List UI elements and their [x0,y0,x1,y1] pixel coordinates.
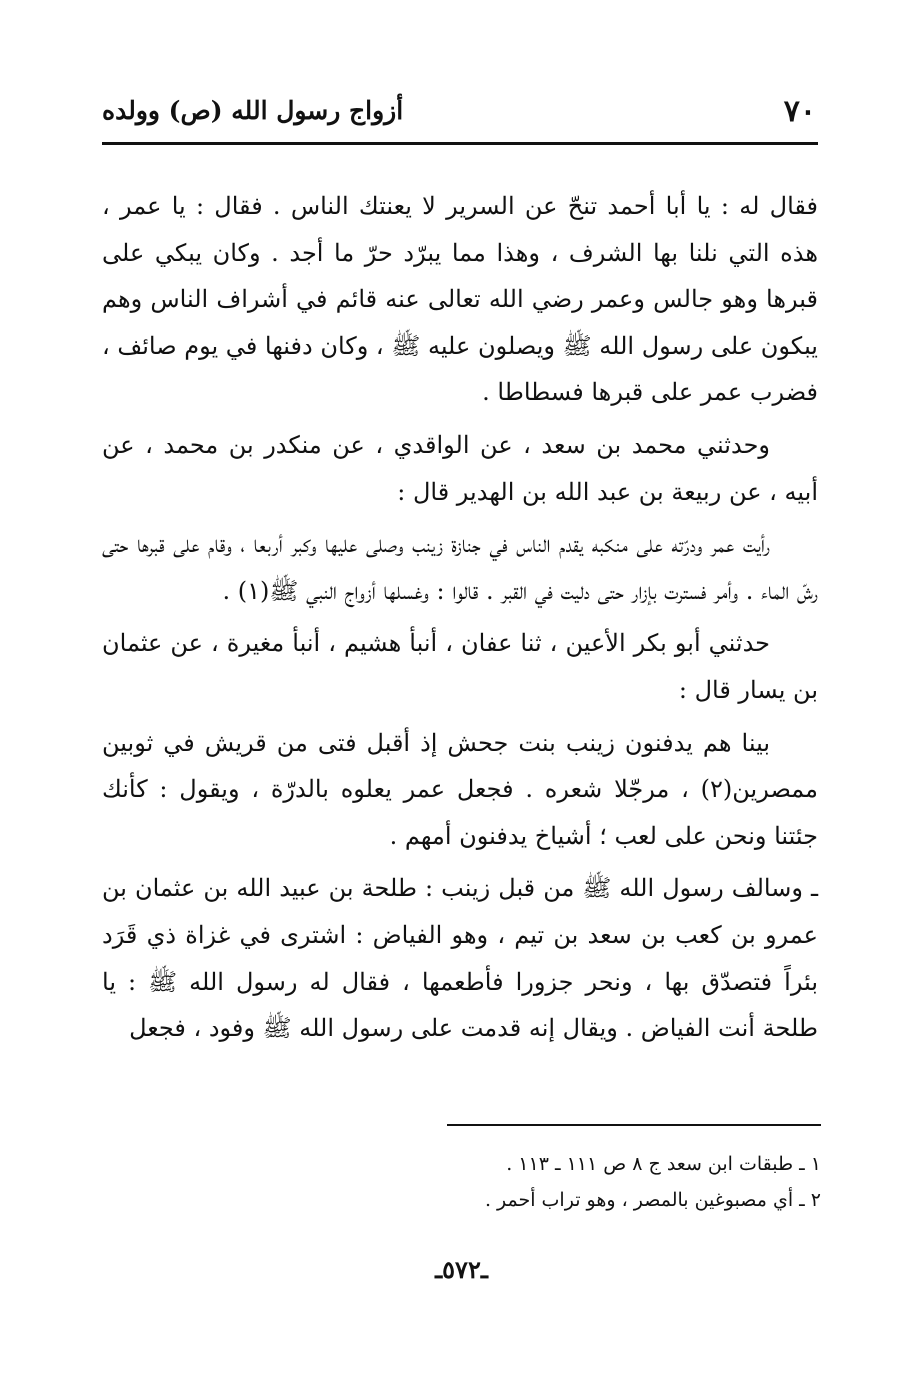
paragraph: ـ وسالف رسول الله ﷺ من قبل زينب : طلحة بن عبيد الله بن عثمان بن عمرو بن كعب بن سعد بن تيم ، وهو الفياض : اشترى في غزاة ذي قَرَد بئراً فتصدّق بها ، ونحر جزورا فأطعمها ، فقال له رسول الله ﷺ : يا طلحة أنت الفياض . ويقال إنه قدمت على رسول الله ﷺ وفود ، فجعل [102,874,818,1043]
main-text [102,183,818,1052]
footnote: ١ ـ طبقات ابن سعد ج ٨ ص ١١١ ـ ١١٣ . [506,1153,821,1175]
paragraph: وحدثني محمد بن سعد ، عن الواقدي ، عن منكدر بن محمد ، عن أبيه ، عن ربيعة بن عبد الله بن الهدير قال : [102,430,818,506]
footer-page-number: ـ٥٧٢ـ [435,1255,488,1284]
running-title: أزواج رسول الله (ص) وولده [102,96,404,125]
header-page-number: ٧٠ [783,94,816,129]
paragraph: فقال له : يا أبا أحمد تنحّ عن السرير لا يعنتك الناس . فقال : يا عمر ، هذه التي نلنا بها الشرف ، وهذا مما يبرّد حرّ ما أجد . وكان يبكي على قبرها وهو جالس وعمر رضي الله تعالى عنه قائم في أشراف الناس وهم يبكون على رسول الله ﷺ ويصلون عليه ﷺ ، وكان دفنها في يوم صائف ، فضرب عمر على قبرها فسطاطا . [102,192,819,407]
page-header [102,94,818,136]
header-rule [102,142,818,145]
paragraph: رأيت عمر ودرّته على منكبه يقدم الناس في جنازة زينب وصلى عليها وكبر أربعا ، وقام على قبرها حتى رشّ الماء . وأمر فسترت بإزار حتى دليت في القبر . قالوا : وغسلها أزواج النبي ﷺ(١) . [102,530,818,605]
footnotes [221,1146,821,1218]
footnote-rule [447,1124,821,1126]
paragraph: بينا هم يدفنون زينب بنت جحش إذ أقبل فتى من قريش في ثوبين ممصرين(٢) ، مرجّلا شعره . فجعل عمر يعلوه بالدرّة ، ويقول : كأنك جئتنا ونحن على لعب ؛ أشياخ يدفنون أمهم . [102,728,818,850]
paragraph: حدثني أبو بكر الأعين ، ثنا عفان ، أنبأ هشيم ، أنبأ مغيرة ، عن عثمان بن يسار قال : [102,629,818,704]
footnote: ٢ ـ أي مصبوغين بالمصر ، وهو تراب أحمر . [484,1189,821,1211]
